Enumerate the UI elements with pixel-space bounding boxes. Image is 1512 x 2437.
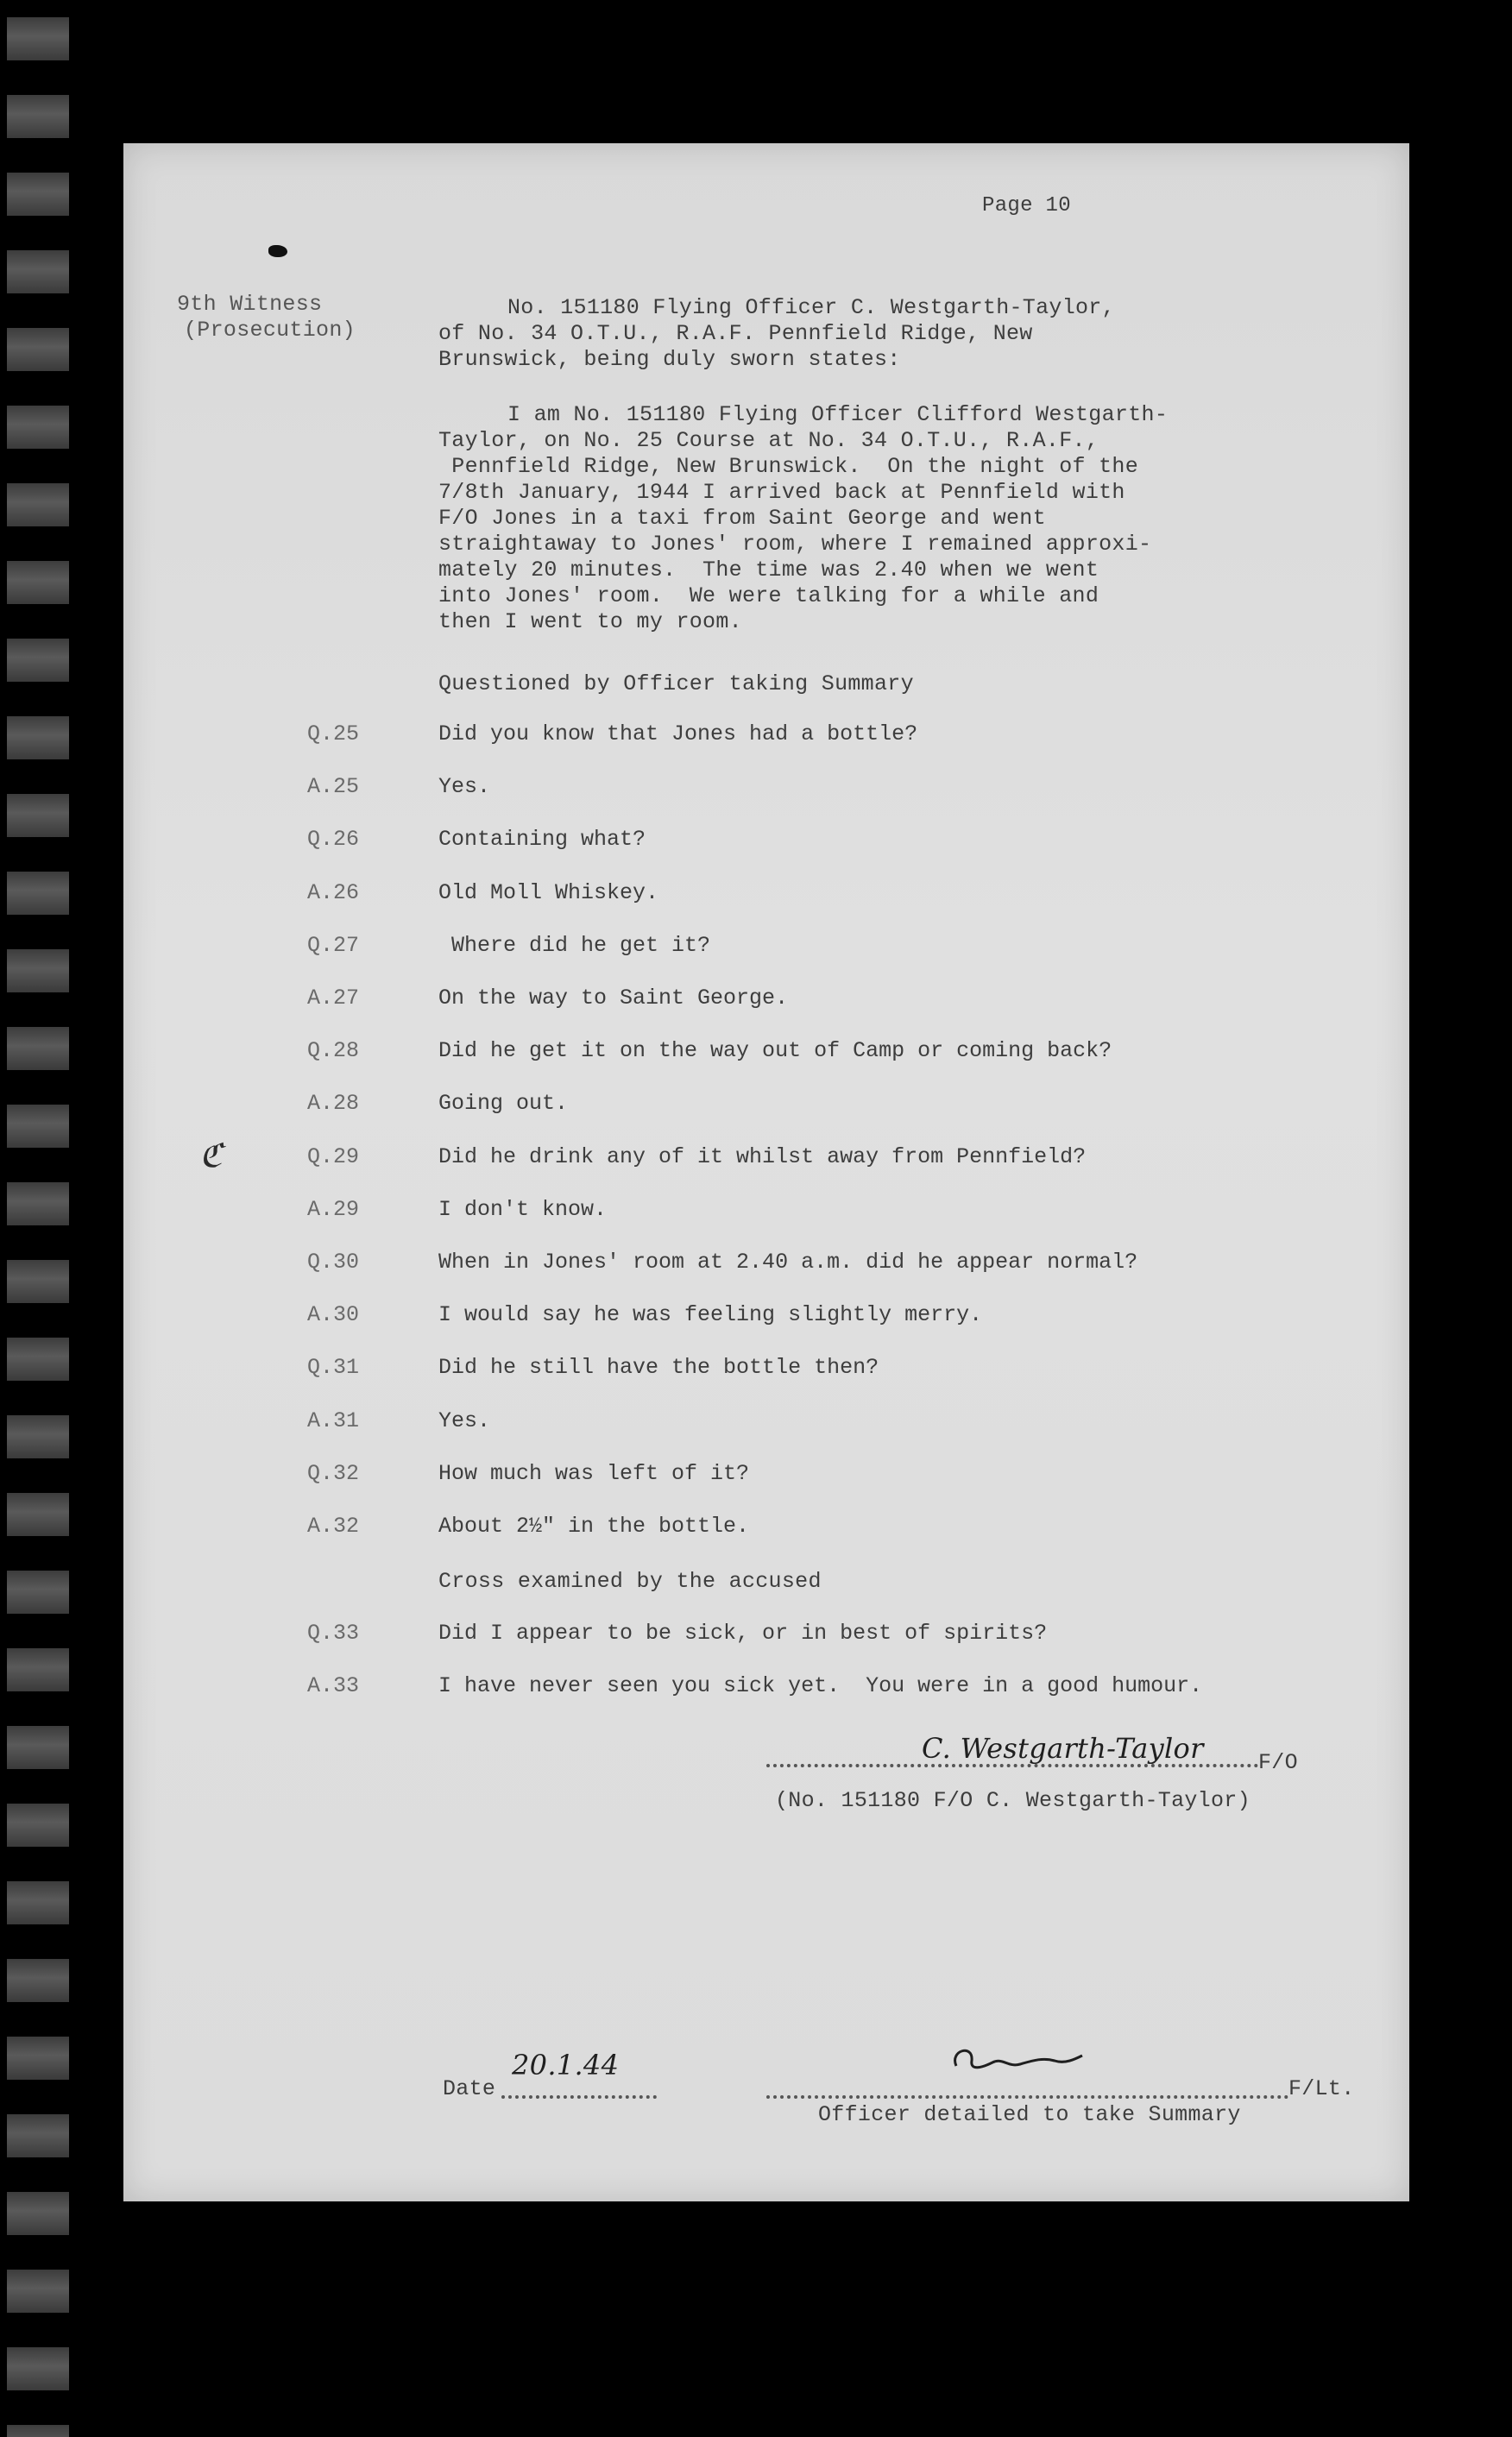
statement-line: I am No. 151180 Flying Officer Clifford Westgarth- [507, 402, 1169, 427]
statement-line: mately 20 minutes. The time was 2.40 when we went [438, 557, 1099, 582]
qa-label: A.26 [307, 880, 360, 905]
officer-rank-suffix: F/Lt. [1288, 2076, 1355, 2101]
qa-row [123, 774, 1409, 802]
ink-blot-mark [268, 245, 287, 257]
statement-line: F/O Jones in a taxi from Saint George and went [438, 506, 1046, 531]
qa-text: Yes. [438, 1408, 491, 1433]
intro-line: of No. 34 O.T.U., R.A.F. Pennfield Ridge, New [438, 321, 1033, 346]
qa-text: Did he still have the bottle then? [438, 1355, 879, 1380]
witness-rank-suffix: F/O [1258, 1750, 1298, 1775]
qa-text: I would say he was feeling slightly merry. [438, 1302, 983, 1327]
qa-row [123, 986, 1409, 1013]
qa-label: Q.32 [307, 1461, 360, 1486]
intro-line: Brunswick, being duly sworn states: [438, 347, 901, 372]
qa-text: I don't know. [438, 1197, 608, 1222]
qa-label: A.32 [307, 1514, 360, 1539]
qa-row [123, 827, 1409, 854]
statement-line: straightaway to Jones' room, where I remained approxi- [438, 532, 1152, 557]
qa-row [123, 1197, 1409, 1225]
section-cross-examined-heading: Cross examined by the accused [438, 1569, 822, 1594]
qa-text: About 2½" in the bottle. [438, 1514, 750, 1539]
qa-label: Q.31 [307, 1355, 360, 1380]
qa-text: Old Moll Whiskey. [438, 880, 659, 905]
qa-label: Q.29 [307, 1144, 360, 1169]
statement-line: Pennfield Ridge, New Brunswick. On the night of the [438, 454, 1139, 479]
witness-margin-line2: (Prosecution) [184, 318, 356, 343]
qa-row [123, 721, 1409, 749]
qa-label: Q.28 [307, 1038, 360, 1063]
qa-row [123, 1038, 1409, 1066]
qa-text: Going out. [438, 1091, 569, 1116]
qa-row [123, 1461, 1409, 1489]
qa-label: A.29 [307, 1197, 360, 1222]
qa-row [123, 880, 1409, 908]
qa-label: A.33 [307, 1673, 360, 1698]
qa-text: I have never seen you sick yet. You were in a good humour. [438, 1673, 1203, 1698]
qa-label: Q.25 [307, 721, 360, 746]
date-label: Date [443, 2076, 496, 2101]
qa-label: A.25 [307, 774, 360, 799]
qa-row [123, 1514, 1409, 1541]
witness-margin-line1: 9th Witness [177, 292, 323, 317]
witness-signature-handwritten: C. Westgarth-Taylor [922, 1732, 1204, 1765]
margin-initials-mark: ℭ [199, 1137, 224, 1174]
qa-row [123, 1302, 1409, 1330]
qa-text: Where did he get it? [438, 933, 711, 958]
qa-label: A.28 [307, 1091, 360, 1116]
qa-row [123, 1091, 1409, 1118]
officer-signature-mark [948, 2042, 1086, 2076]
intro-line: No. 151180 Flying Officer C. Westgarth-Taylor, [507, 295, 1115, 320]
qa-label: A.31 [307, 1408, 360, 1433]
statement-line: into Jones' room. We were talking for a while and [438, 583, 1099, 608]
officer-signature-line [766, 2095, 1288, 2099]
film-strip-edge [0, 0, 69, 2437]
qa-label: Q.27 [307, 933, 360, 958]
statement-line: then I went to my room. [438, 609, 742, 634]
date-value-handwritten: 20.1.44 [512, 2049, 620, 2081]
qa-label: Q.30 [307, 1250, 360, 1275]
statement-line: Taylor, on No. 25 Course at No. 34 O.T.U., R.A.F., [438, 428, 1099, 453]
cross-qa-row [123, 1673, 1409, 1701]
date-line [501, 2095, 657, 2099]
qa-text: Did I appear to be sick, or in best of spirits? [438, 1621, 1048, 1646]
qa-label: Q.26 [307, 827, 360, 852]
qa-label: A.27 [307, 986, 360, 1011]
qa-text: Did he get it on the way out of Camp or coming back? [438, 1038, 1112, 1063]
qa-text: Did you know that Jones had a bottle? [438, 721, 918, 746]
qa-row [123, 1355, 1409, 1382]
officer-caption: Officer detailed to take Summary [818, 2102, 1241, 2127]
qa-text: When in Jones' room at 2.40 a.m. did he appear normal? [438, 1250, 1138, 1275]
qa-row [123, 1408, 1409, 1436]
qa-label: Q.33 [307, 1621, 360, 1646]
qa-text: Containing what? [438, 827, 646, 852]
statement-line: 7/8th January, 1944 I arrived back at Pennfield with [438, 480, 1125, 505]
witness-typed-name: (No. 151180 F/O C. Westgarth-Taylor) [775, 1788, 1251, 1813]
cross-qa-row [123, 1621, 1409, 1648]
qa-text: How much was left of it? [438, 1461, 750, 1486]
qa-row [123, 933, 1409, 960]
page-number: Page 10 [982, 194, 1071, 217]
qa-label: A.30 [307, 1302, 360, 1327]
qa-text: On the way to Saint George. [438, 986, 789, 1011]
qa-row [123, 1137, 1409, 1174]
section-questioned-heading: Questioned by Officer taking Summary [438, 671, 914, 696]
qa-row [123, 1250, 1409, 1277]
document-page [123, 143, 1409, 2201]
qa-text: Did he drink any of it whilst away from Pennfield? [438, 1144, 1087, 1169]
qa-text: Yes. [438, 774, 491, 799]
